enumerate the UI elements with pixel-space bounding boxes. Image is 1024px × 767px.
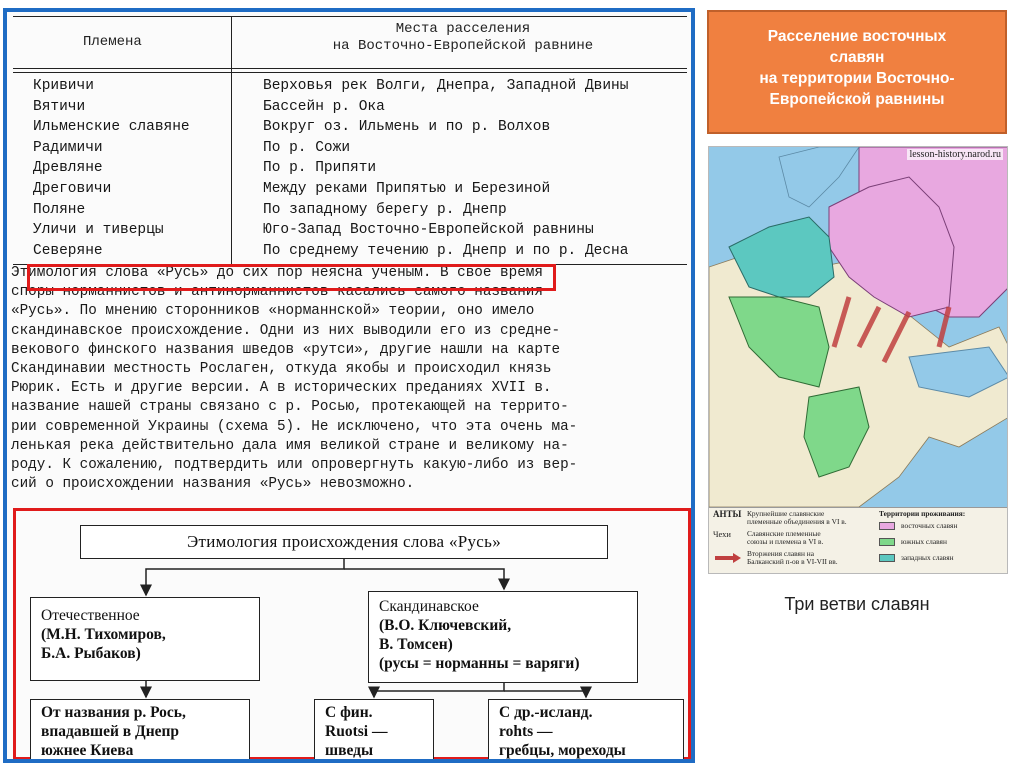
table-row	[13, 200, 687, 221]
arrow-to-fin	[374, 683, 504, 697]
table-row	[13, 138, 687, 159]
legend-item1-line2: племенные объединения в VI в.	[747, 517, 847, 526]
place-cell: Вокруг оз. Ильмень и по р. Волхов	[263, 119, 551, 136]
paragraph-line: Этимология слова «Русь» до сих пор неясна ученым. В свое время	[11, 265, 543, 281]
isl-line: rohts —	[499, 723, 553, 740]
legend-invasion-arrow-icon	[713, 552, 743, 564]
etymology-scheme	[16, 511, 688, 757]
legend-item2-line2: союзы и племена в VI в.	[747, 537, 824, 546]
legend-item3-line2: Балканский п-ов в VI-VII вв.	[747, 557, 838, 566]
place-cell: По р. Сожи	[263, 139, 351, 156]
map-caption: Три ветви славян	[784, 594, 930, 614]
table-row	[13, 158, 687, 179]
place-cell: Юго-Запад Восточно-Европейской равнины	[263, 222, 594, 239]
table-row	[13, 76, 687, 97]
map-graphic	[709, 147, 1008, 507]
title-line: славян	[829, 49, 885, 66]
arrow-to-native	[146, 559, 344, 595]
tribe-cell: Дреговичи	[33, 180, 112, 197]
tribe-cell: Ильменские славяне	[33, 119, 190, 136]
paragraph-line: ленькая река действительно дала имя великой стране и великому на-	[11, 437, 569, 454]
scheme-native-node	[30, 597, 260, 681]
slide-title-box	[707, 10, 1007, 134]
legend-west-label: западных славян	[901, 553, 954, 562]
native-line: (М.Н. Тихомиров,	[41, 626, 166, 643]
scheme-scandinavian-node	[368, 591, 638, 683]
table-header-rule	[13, 68, 687, 69]
table-row	[13, 220, 687, 241]
place-cell: По среднему течению р. Днепр и по р. Десна	[263, 242, 629, 259]
paragraph-line: споры норманнистов и антинорманнистов касались самого названия	[11, 284, 543, 301]
scandinavian-line: В. Томсен)	[379, 636, 453, 653]
scheme-ros-node	[30, 699, 250, 761]
legend-east-swatch	[879, 522, 895, 530]
paragraph-line: Рюрик. Есть и другие версии. А в исторических преданиях XVII в.	[11, 380, 552, 397]
table-header-rule-2	[13, 72, 687, 73]
paragraph-line: векового финского названия шведов «рутси», другие нашли на карте	[11, 341, 561, 358]
scandinavian-line: (русы = норманны = варяги)	[379, 655, 580, 672]
ros-line: впадавшей в Днепр	[41, 723, 180, 740]
place-cell: Верховья рек Волги, Днепра, Западной Двины	[263, 78, 629, 94]
legend-west-swatch	[879, 554, 895, 562]
paragraph-line: название нашей страны связано с р. Росью, протекающей на террито-	[11, 399, 569, 416]
native-line: Отечественное	[41, 607, 140, 624]
title-line: Европейской равнины	[769, 91, 945, 108]
paragraph-line: скандинавское происхождение. Одни из них выводили его из средне-	[11, 322, 561, 339]
highlight-frame	[27, 264, 556, 291]
legend-chekhi-label: Чехи	[713, 529, 731, 539]
etymology-scheme-frame	[13, 508, 691, 760]
scheme-root-label: Этимология происхождения слова «Русь»	[186, 532, 502, 551]
legend-item2-line1: Славянские племенные	[747, 529, 821, 538]
document-image-panel	[3, 8, 695, 763]
legend-east-label: восточных славян	[901, 521, 958, 530]
tribe-cell: Радимичи	[33, 139, 103, 156]
legend-south-label: южных славян	[901, 537, 947, 546]
table-top-rule	[13, 16, 687, 17]
table-row	[13, 117, 687, 138]
title-line: на территории Восточно-	[759, 70, 955, 87]
legend-item1-line1: Крупнейшие славянские	[747, 509, 825, 518]
header-tribes: Племена	[83, 34, 142, 50]
map-legend	[709, 507, 1008, 574]
table-row	[13, 241, 687, 262]
title-line: Расселение восточных	[767, 28, 947, 45]
table-row	[13, 179, 687, 200]
scandinavian-line: Скандинавское	[379, 598, 479, 615]
fin-line: шведы	[325, 742, 374, 759]
place-cell: Между реками Припятью и Березиной	[263, 180, 551, 197]
paragraph-line: «Русь». По мнению сторонников «норманнской» теории, оно имело	[11, 303, 535, 320]
ros-line: южнее Киева	[41, 742, 134, 759]
isl-line: С др.-исланд.	[499, 704, 593, 721]
etymology-paragraph	[11, 264, 687, 494]
scandinavian-line: (В.О. Ключевский,	[379, 617, 512, 634]
table-body	[13, 76, 687, 261]
legend-antes-label: АНТЫ	[713, 509, 742, 519]
scheme-fin-node	[314, 699, 434, 761]
tribes-table	[13, 16, 687, 266]
place-cell: Бассейн р. Ока	[263, 98, 385, 115]
tribe-cell: Поляне	[33, 201, 86, 218]
ros-line: От названия р. Рось,	[41, 704, 186, 721]
arrow-to-scandinavian	[344, 569, 504, 589]
isl-line: гребцы, мореходы	[499, 742, 626, 759]
legend-item3-line1: Вторжения славян на	[747, 549, 814, 558]
tribe-cell: Северяне	[33, 242, 103, 259]
legend-territory-header: Территории проживания:	[879, 509, 966, 518]
map-site-label: lesson-history.narod.ru	[909, 149, 1001, 160]
scheme-root-node	[80, 525, 608, 559]
tribe-cell: Вятичи	[33, 98, 86, 115]
slavs-settlement-map	[708, 146, 1008, 574]
paragraph-line: Скандинавии местность Рослаген, откуда якобы и происходил князь	[11, 360, 552, 377]
fin-line: Ruotsi —	[325, 723, 388, 740]
table-row	[13, 97, 687, 118]
native-line: Б.А. Рыбаков)	[41, 645, 141, 662]
paragraph-line: рии современной Украины (схема 5). Не исключено, что эта очень ма-	[11, 418, 578, 435]
scheme-isl-node	[488, 699, 684, 761]
header-places	[273, 21, 653, 55]
header-places-line1: Места расселения	[395, 21, 531, 37]
arrow-to-isl	[504, 691, 586, 697]
legend-south-swatch	[879, 538, 895, 546]
tribe-cell: Кривичи	[33, 78, 94, 94]
tribe-cell: Древляне	[33, 160, 103, 177]
paragraph-line: роду. К сожалению, подтвердить или опровергнуть какую-либо из вер-	[11, 456, 578, 473]
place-cell: По западному берегу р. Днепр	[263, 201, 507, 218]
place-cell: По р. Припяти	[263, 160, 377, 177]
tribe-cell: Уличи и тиверцы	[33, 222, 164, 239]
fin-line: С фин.	[325, 704, 373, 721]
paragraph-line: сий о происхождении названия «Русь» невозможно.	[11, 476, 415, 493]
header-places-line2: на Восточно-Европейской равнине	[332, 38, 594, 54]
